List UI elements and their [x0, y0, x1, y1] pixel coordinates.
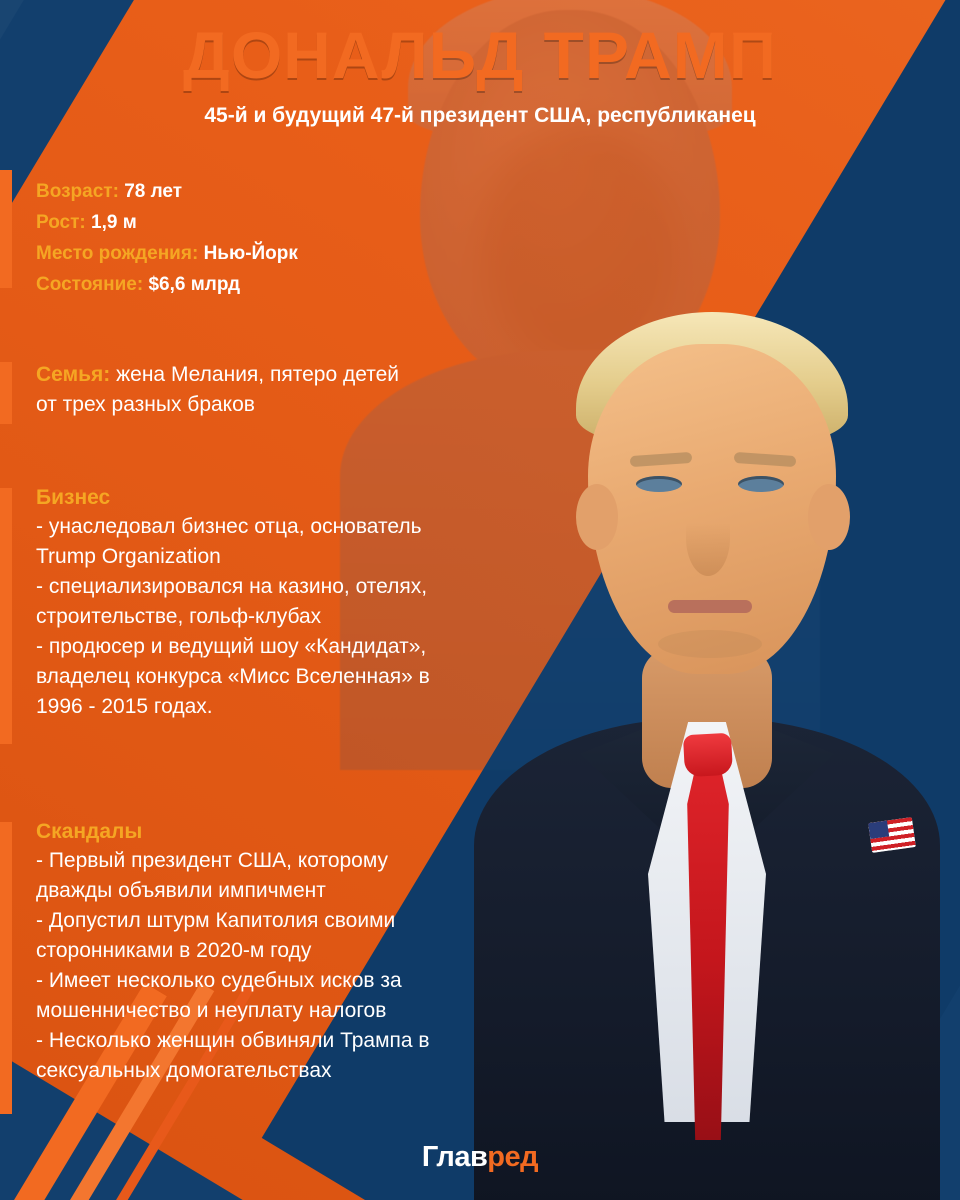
- section-accent-tick: [0, 822, 12, 1114]
- fact-row: [36, 176, 456, 207]
- fact-value: 1,9 м: [91, 212, 137, 233]
- fact-row: [36, 269, 456, 300]
- fact-label: Состояние:: [36, 274, 144, 295]
- key-facts-block: [36, 176, 456, 300]
- scandals-line: сторонниками в 2020-м году: [36, 939, 312, 962]
- business-line: - унаследовал бизнес отца, основатель: [36, 515, 422, 538]
- business-block: [36, 486, 536, 722]
- business-line: Trump Organization: [36, 545, 221, 568]
- scandals-line: дважды объявили импичмент: [36, 879, 326, 902]
- business-title: Бизнес: [36, 486, 111, 509]
- family-text-1: жена Мелания, пятеро детей: [116, 363, 399, 386]
- usa-flag-pin-icon: [868, 817, 916, 853]
- scandals-title: Скандалы: [36, 820, 143, 843]
- scandals-line: - Первый президент США, которому: [36, 849, 389, 872]
- family-text-2: от трех разных браков: [36, 393, 255, 416]
- scandals-line: мошенничество и неуплату налогов: [36, 999, 387, 1022]
- fact-row: [36, 207, 456, 238]
- fact-value: $6,6 млрд: [148, 274, 241, 295]
- scandals-line: - Имеет несколько судебных исков за: [36, 969, 402, 992]
- scandals-line: - Допустил штурм Капитолия своими: [36, 909, 396, 932]
- family-block: [36, 360, 516, 420]
- scandals-block: [36, 820, 536, 1086]
- fact-value: 78 лет: [124, 181, 183, 202]
- business-line: владелец конкурса «Мисс Вселенная» в: [36, 665, 430, 688]
- fact-label: Место рождения:: [36, 243, 199, 264]
- section-accent-tick: [0, 362, 12, 424]
- business-line: - продюсер и ведущий шоу «Кандидат»,: [36, 635, 427, 658]
- page-subtitle: 45-й и будущий 47-й президент США, республиканец: [204, 104, 756, 127]
- fact-label: Рост:: [36, 212, 86, 233]
- family-label: Семья:: [36, 363, 111, 386]
- fact-row: [36, 238, 456, 269]
- business-line: - специализировался на казино, отелях,: [36, 575, 428, 598]
- logo-part-2: ред: [487, 1141, 539, 1173]
- scandals-line: - Несколько женщин обвиняли Трампа в: [36, 1029, 430, 1052]
- logo-part-1: Глав: [421, 1141, 488, 1173]
- section-accent-tick: [0, 488, 12, 744]
- trump-portrait-photo: [472, 248, 942, 1200]
- business-line: строительстве, гольф-клубах: [36, 605, 322, 628]
- section-accent-tick: [0, 170, 12, 288]
- business-line: 1996 - 2015 годах.: [36, 695, 213, 718]
- scandals-line: сексуальных домогательствах: [36, 1059, 332, 1082]
- fact-value: Нью-Йорк: [203, 243, 298, 264]
- fact-label: Возраст:: [36, 181, 119, 202]
- page-title: ДОНАЛЬД ТРАМП: [182, 18, 778, 92]
- site-logo[interactable]: [0, 1141, 960, 1174]
- family-line-1: [36, 360, 516, 390]
